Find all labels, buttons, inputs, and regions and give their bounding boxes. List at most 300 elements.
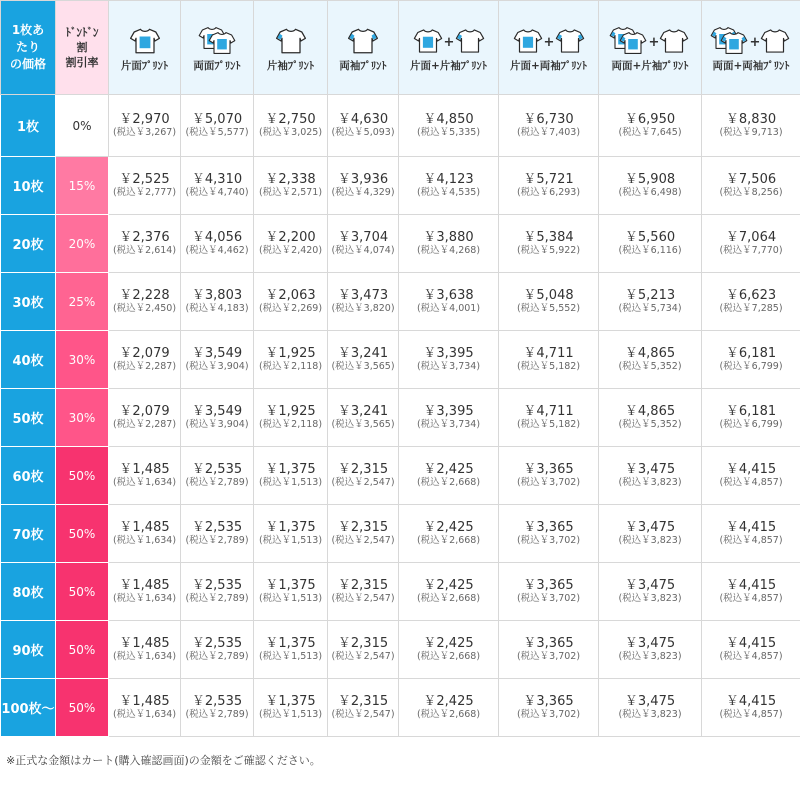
price-value: ￥3,704 (337, 230, 389, 245)
price-cell (328, 273, 399, 331)
price-value: ￥2,535 (191, 636, 243, 651)
price-cell (499, 621, 599, 679)
price-cell (599, 215, 702, 273)
price-value: ￥2,425 (423, 462, 474, 477)
price-tax-included: (税込￥6,799) (719, 419, 783, 430)
price-cell (254, 215, 328, 273)
price-value: ￥1,375 (265, 578, 316, 593)
discount-header-line: 割引率 (65, 56, 99, 69)
price-value: ￥3,936 (337, 172, 389, 187)
product-header-3 (254, 1, 328, 95)
quantity-cell: 90枚 (1, 621, 56, 679)
price-tax-included: (税込￥2,269) (258, 303, 323, 314)
price-cell (702, 563, 800, 621)
price-cell (499, 389, 599, 447)
price-tax-included: (税込￥3,823) (618, 651, 682, 662)
price-tax-included: (税込￥3,702) (516, 535, 581, 546)
price-cell (328, 505, 399, 563)
price-value: ￥1,485 (119, 694, 170, 709)
price-tax-included: (税込￥1,513) (258, 651, 323, 662)
price-tax-included: (税込￥2,547) (331, 477, 395, 488)
price-row (1, 273, 800, 331)
price-value: ￥2,200 (265, 230, 316, 245)
price-cell (599, 95, 702, 157)
price-cell (599, 447, 702, 505)
tshirt-both-sides-plus-both-sleeves-icon (702, 24, 800, 58)
price-tax-included: (税込￥4,857) (719, 593, 783, 604)
price-value: ￥4,415 (725, 694, 777, 709)
price-cell (702, 389, 800, 447)
price-cell (399, 273, 499, 331)
price-tax-included: (税込￥3,702) (516, 651, 581, 662)
price-cell (254, 389, 328, 447)
price-cell (254, 505, 328, 563)
price-tax-included: (税込￥3,820) (331, 303, 395, 314)
price-cell (328, 215, 399, 273)
tshirt-both-sides-print-icon (181, 24, 253, 58)
header-row (1, 1, 800, 95)
price-value: ￥6,950 (624, 112, 676, 127)
price-value: ￥3,365 (523, 578, 574, 593)
price-tax-included: (税込￥2,287) (112, 361, 177, 372)
discount-rate-cell: 30% (56, 331, 109, 389)
discount-header-line: ﾄﾞﾝﾄﾞﾝ (65, 26, 99, 39)
price-value: ￥2,535 (191, 578, 243, 593)
price-tax-included: (税込￥5,734) (618, 303, 682, 314)
price-value: ￥1,925 (265, 404, 316, 419)
price-tax-included: (税込￥3,904) (185, 419, 249, 430)
price-tax-included: (税込￥2,668) (416, 535, 481, 546)
discount-rate-cell: 0% (56, 95, 109, 157)
price-tax-included: (税込￥8,256) (719, 187, 783, 198)
price-row (1, 505, 800, 563)
price-value: ￥5,213 (624, 288, 676, 303)
price-tax-included: (税込￥4,268) (416, 245, 481, 256)
price-cell (254, 563, 328, 621)
price-value: ￥2,315 (337, 520, 389, 535)
price-tax-included: (税込￥2,450) (112, 303, 177, 314)
quantity-cell: 50枚 (1, 389, 56, 447)
discount-rate-cell: 50% (56, 679, 109, 737)
price-cell (109, 157, 181, 215)
price-value: ￥3,365 (523, 636, 574, 651)
product-label: 両面ﾌﾟﾘﾝﾄ (193, 59, 241, 72)
product-header-7 (599, 1, 702, 95)
price-value: ￥2,315 (337, 462, 389, 477)
price-tax-included: (税込￥5,922) (516, 245, 581, 256)
price-value: ￥3,880 (423, 230, 474, 245)
price-tax-included: (税込￥2,547) (331, 593, 395, 604)
quantity-cell: 10枚 (1, 157, 56, 215)
price-value: ￥1,485 (119, 636, 170, 651)
price-tax-included: (税込￥2,668) (416, 593, 481, 604)
price-cell (499, 505, 599, 563)
price-cell (328, 389, 399, 447)
price-value: ￥2,228 (119, 288, 170, 303)
price-value: ￥4,415 (725, 578, 777, 593)
price-value: ￥3,475 (624, 636, 676, 651)
price-tax-included: (税込￥3,565) (331, 419, 395, 430)
price-cell (109, 679, 181, 737)
discount-header (56, 1, 109, 95)
price-value: ￥2,535 (191, 694, 243, 709)
quantity-cell: 40枚 (1, 331, 56, 389)
price-value: ￥3,473 (337, 288, 389, 303)
price-value: ￥3,549 (191, 346, 243, 361)
price-cell (499, 447, 599, 505)
price-value: ￥2,750 (265, 112, 316, 127)
price-cell (399, 215, 499, 273)
price-value: ￥2,425 (423, 636, 474, 651)
price-tax-included: (税込￥1,513) (258, 535, 323, 546)
price-value: ￥2,079 (119, 404, 170, 419)
price-value: ￥3,475 (624, 520, 676, 535)
price-value: ￥3,365 (523, 520, 574, 535)
discount-rate-cell: 50% (56, 563, 109, 621)
price-row (1, 563, 800, 621)
price-cell (702, 157, 800, 215)
price-value: ￥5,560 (624, 230, 676, 245)
price-cell (399, 679, 499, 737)
tshirt-front-plus-one-sleeve-icon (399, 24, 498, 58)
price-cell (181, 331, 254, 389)
price-value: ￥2,376 (119, 230, 170, 245)
qty-header-line: の価格 (9, 57, 46, 71)
price-value: ￥1,925 (265, 346, 316, 361)
price-value: ￥2,079 (119, 346, 170, 361)
price-value: ￥6,181 (725, 346, 777, 361)
price-row (1, 447, 800, 505)
price-value: ￥4,310 (191, 172, 243, 187)
price-tax-included: (税込￥6,799) (719, 361, 783, 372)
price-cell (399, 447, 499, 505)
product-header-6 (499, 1, 599, 95)
discount-rate-cell: 20% (56, 215, 109, 273)
discount-rate-cell: 50% (56, 621, 109, 679)
price-tax-included: (税込￥4,329) (331, 187, 395, 198)
price-value: ￥7,064 (725, 230, 777, 245)
price-cell (181, 273, 254, 331)
price-cell (109, 563, 181, 621)
price-value: ￥2,315 (337, 578, 389, 593)
price-tax-included: (税込￥2,668) (416, 477, 481, 488)
price-cell (399, 505, 499, 563)
qty-header (1, 1, 56, 95)
price-tax-included: (税込￥3,823) (618, 535, 682, 546)
price-row (1, 621, 800, 679)
discount-rate-cell: 15% (56, 157, 109, 215)
price-cell (499, 157, 599, 215)
price-cell (702, 679, 800, 737)
price-cell (181, 563, 254, 621)
price-cell (109, 621, 181, 679)
price-value: ￥4,415 (725, 462, 777, 477)
quantity-cell: 100枚〜 (1, 679, 56, 737)
price-tax-included: (税込￥1,634) (112, 535, 177, 546)
price-value: ￥1,375 (265, 636, 316, 651)
price-value: ￥1,375 (265, 462, 316, 477)
price-tax-included: (税込￥2,789) (185, 477, 249, 488)
price-value: ￥2,535 (191, 462, 243, 477)
price-value: ￥3,475 (624, 462, 676, 477)
price-tax-included: (税込￥2,789) (185, 535, 249, 546)
price-tax-included: (税込￥3,734) (416, 419, 481, 430)
price-tax-included: (税込￥4,857) (719, 709, 783, 720)
product-header-1 (109, 1, 181, 95)
tshirt-both-sleeves-print-icon (328, 24, 398, 58)
price-tax-included: (税込￥1,634) (112, 593, 177, 604)
price-value: ￥3,803 (191, 288, 243, 303)
price-cell (702, 621, 800, 679)
price-value: ￥2,063 (265, 288, 316, 303)
quantity-cell: 1枚 (1, 95, 56, 157)
product-label: 両袖ﾌﾟﾘﾝﾄ (339, 59, 387, 72)
price-cell (702, 447, 800, 505)
product-label: 片面ﾌﾟﾘﾝﾄ (120, 59, 169, 72)
price-value: ￥3,638 (423, 288, 474, 303)
price-cell (254, 273, 328, 331)
quantity-cell: 30枚 (1, 273, 56, 331)
price-tax-included: (税込￥4,857) (719, 535, 783, 546)
price-cell (599, 157, 702, 215)
price-tax-included: (税込￥2,614) (112, 245, 177, 256)
price-tax-included: (税込￥4,857) (719, 477, 783, 488)
price-value: ￥3,475 (624, 578, 676, 593)
price-value: ￥4,865 (624, 346, 676, 361)
price-cell (181, 95, 254, 157)
price-cell (399, 621, 499, 679)
price-value: ￥4,415 (725, 520, 777, 535)
price-value: ￥3,395 (423, 346, 474, 361)
price-cell (254, 95, 328, 157)
price-tax-included: (税込￥2,287) (112, 419, 177, 430)
discount-rate-cell: 30% (56, 389, 109, 447)
price-value: ￥3,241 (337, 346, 389, 361)
price-cell (328, 679, 399, 737)
tshirt-front-print-icon (109, 24, 180, 58)
price-value: ￥2,535 (191, 520, 243, 535)
price-tax-included: (税込￥3,702) (516, 709, 581, 720)
price-value: ￥3,549 (191, 404, 243, 419)
product-label: 両面+片袖ﾌﾟﾘﾝﾄ (611, 59, 689, 72)
price-cell (109, 447, 181, 505)
product-header-8 (702, 1, 800, 95)
price-tax-included: (税込￥4,535) (416, 187, 481, 198)
price-tax-included: (税込￥6,498) (618, 187, 682, 198)
price-value: ￥4,865 (624, 404, 676, 419)
svg-text:+: + (443, 34, 454, 50)
price-value: ￥2,425 (423, 520, 474, 535)
price-value: ￥4,850 (423, 112, 474, 127)
price-cell (702, 505, 800, 563)
price-value: ￥4,415 (725, 636, 777, 651)
price-value: ￥2,315 (337, 694, 389, 709)
price-tax-included: (税込￥5,335) (416, 127, 481, 138)
price-tax-included: (税込￥2,118) (258, 419, 323, 430)
price-cell (181, 447, 254, 505)
price-tax-included: (税込￥1,634) (112, 477, 177, 488)
price-cell (328, 95, 399, 157)
price-cell (599, 273, 702, 331)
price-cell (181, 621, 254, 679)
quantity-cell: 70枚 (1, 505, 56, 563)
price-value: ￥3,475 (624, 694, 676, 709)
price-value: ￥2,338 (265, 172, 316, 187)
price-tax-included: (税込￥5,352) (618, 361, 682, 372)
price-cell (599, 389, 702, 447)
price-cell (702, 95, 800, 157)
price-tax-included: (税込￥3,904) (185, 361, 249, 372)
price-tax-included: (税込￥5,352) (618, 419, 682, 430)
price-cell (109, 273, 181, 331)
price-cell (399, 389, 499, 447)
price-tax-included: (税込￥5,552) (516, 303, 581, 314)
price-tax-included: (税込￥5,577) (185, 127, 249, 138)
price-cell (181, 679, 254, 737)
price-table-body (1, 95, 800, 737)
price-value: ￥1,485 (119, 578, 170, 593)
price-cell (109, 215, 181, 273)
price-tax-included: (税込￥2,789) (185, 709, 249, 720)
discount-rate-cell: 50% (56, 505, 109, 563)
price-value: ￥5,721 (523, 172, 574, 187)
price-tax-included: (税込￥3,702) (516, 593, 581, 604)
price-cell (181, 389, 254, 447)
svg-text:+: + (543, 34, 554, 50)
price-value: ￥6,181 (725, 404, 777, 419)
price-cell (499, 563, 599, 621)
price-tax-included: (税込￥5,182) (516, 361, 581, 372)
qty-header-line: たり (15, 40, 40, 54)
price-tax-included: (税込￥2,547) (331, 535, 395, 546)
price-tax-included: (税込￥7,403) (516, 127, 581, 138)
quantity-cell: 20枚 (1, 215, 56, 273)
price-cell (499, 331, 599, 389)
price-value: ￥5,384 (523, 230, 574, 245)
price-tax-included: (税込￥3,823) (618, 477, 682, 488)
price-value: ￥4,056 (191, 230, 243, 245)
price-value: ￥4,711 (523, 346, 574, 361)
qty-header-line: 1枚あ (11, 23, 45, 37)
product-label: 片面+片袖ﾌﾟﾘﾝﾄ (409, 59, 488, 72)
price-tax-included: (税込￥5,093) (331, 127, 395, 138)
product-label: 片袖ﾌﾟﾘﾝﾄ (266, 59, 315, 72)
price-tax-included: (税込￥2,668) (416, 709, 481, 720)
price-cell (702, 215, 800, 273)
price-cell (254, 157, 328, 215)
price-cell (499, 215, 599, 273)
price-tax-included: (税込￥1,634) (112, 709, 177, 720)
product-header-4 (328, 1, 399, 95)
price-value: ￥6,730 (523, 112, 574, 127)
product-header-2 (181, 1, 254, 95)
price-tax-included: (税込￥7,770) (719, 245, 783, 256)
price-cell (328, 447, 399, 505)
price-cell (702, 273, 800, 331)
price-cell (499, 273, 599, 331)
price-cell (328, 621, 399, 679)
price-row (1, 157, 800, 215)
price-value: ￥5,048 (523, 288, 574, 303)
product-label: 両面+両袖ﾌﾟﾘﾝﾄ (712, 59, 790, 72)
price-cell (181, 505, 254, 563)
price-tax-included: (税込￥1,513) (258, 477, 323, 488)
product-header-5 (399, 1, 499, 95)
price-cell (254, 331, 328, 389)
price-cell (399, 331, 499, 389)
quantity-cell: 80枚 (1, 563, 56, 621)
price-cell (109, 389, 181, 447)
price-value: ￥3,395 (423, 404, 474, 419)
price-cell (599, 563, 702, 621)
price-row (1, 95, 800, 157)
price-tax-included: (税込￥3,702) (516, 477, 581, 488)
price-cell (109, 95, 181, 157)
price-value: ￥2,315 (337, 636, 389, 651)
price-value: ￥4,630 (337, 112, 389, 127)
price-tax-included: (税込￥2,668) (416, 651, 481, 662)
price-tax-included: (税込￥2,789) (185, 593, 249, 604)
price-tax-included: (税込￥9,713) (719, 127, 783, 138)
price-cell (254, 447, 328, 505)
discount-header-line: 割 (76, 41, 88, 54)
price-tax-included: (税込￥4,857) (719, 651, 783, 662)
tshirt-both-sides-plus-one-sleeve-icon (599, 24, 701, 58)
price-cell (499, 95, 599, 157)
price-tax-included: (税込￥4,001) (416, 303, 481, 314)
price-tax-included: (税込￥3,823) (618, 593, 682, 604)
price-tax-included: (税込￥2,547) (331, 709, 395, 720)
price-value: ￥6,623 (725, 288, 777, 303)
price-cell (328, 331, 399, 389)
price-value: ￥1,375 (265, 694, 316, 709)
price-tax-included: (税込￥2,789) (185, 651, 249, 662)
price-value: ￥8,830 (725, 112, 777, 127)
price-cell (181, 157, 254, 215)
svg-text:+: + (749, 34, 761, 50)
price-tax-included: (税込￥3,025) (258, 127, 323, 138)
price-tax-included: (税込￥7,645) (618, 127, 682, 138)
price-tax-included: (税込￥1,513) (258, 593, 323, 604)
price-tax-included: (税込￥4,074) (331, 245, 395, 256)
price-value: ￥1,485 (119, 520, 170, 535)
discount-rate-cell: 25% (56, 273, 109, 331)
price-tax-included: (税込￥3,823) (618, 709, 682, 720)
price-row (1, 389, 800, 447)
price-value: ￥2,425 (423, 694, 474, 709)
price-value: ￥4,123 (423, 172, 474, 187)
price-row (1, 331, 800, 389)
footnote-text: ※正式な金額はカート(購入確認画面)の金額をご確認ください。 (6, 754, 321, 767)
price-row (1, 215, 800, 273)
price-cell (499, 679, 599, 737)
price-cell (399, 157, 499, 215)
price-value: ￥1,485 (119, 462, 170, 477)
svg-text:+: + (648, 34, 660, 50)
price-cell (399, 563, 499, 621)
price-cell (328, 563, 399, 621)
price-value: ￥2,970 (119, 112, 170, 127)
price-value: ￥2,425 (423, 578, 474, 593)
price-tax-included: (税込￥3,734) (416, 361, 481, 372)
price-tax-included: (税込￥1,634) (112, 651, 177, 662)
price-value: ￥3,365 (523, 694, 574, 709)
price-tax-included: (税込￥3,267) (112, 127, 177, 138)
price-value: ￥4,711 (523, 404, 574, 419)
tshirt-one-sleeve-print-icon (254, 24, 327, 58)
price-value: ￥3,241 (337, 404, 389, 419)
price-value: ￥1,375 (265, 520, 316, 535)
